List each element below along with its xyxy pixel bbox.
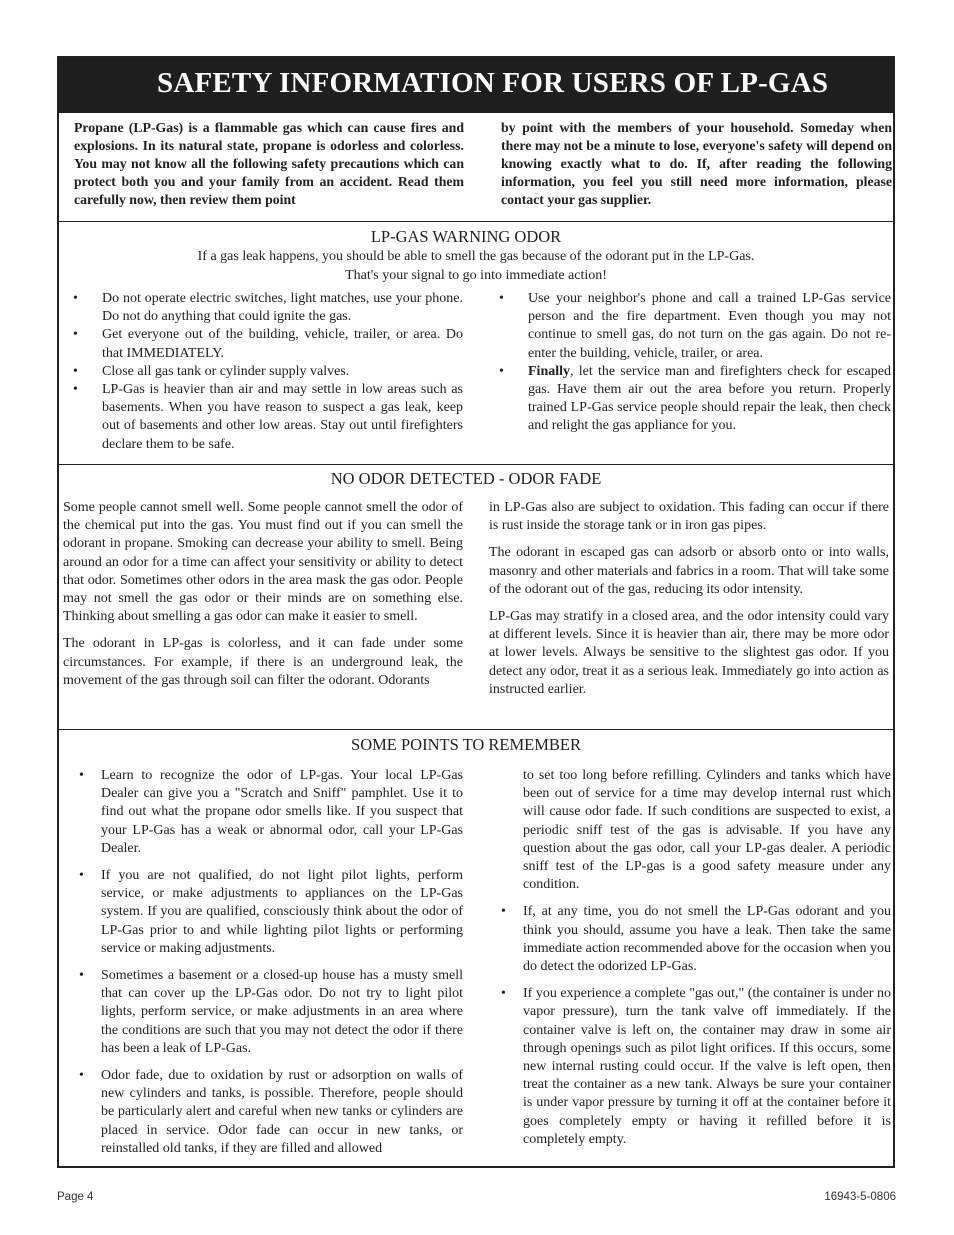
list-item: • LP-Gas is heavier than air and may settle in low areas such as basements. When you have reason to suspect a gas leak, keep out of basements and other low areas. Stay out until firefighters declare them to be safe.: [73, 382, 463, 452]
document-number: 16943-5-0806: [824, 1191, 896, 1203]
list-item: • If you are not qualified, do not light pilot lights, perform service, or make adjustments to appliances on the LP-Gas system. If you are qualified, consciously think about the odor of LP-Gas prior to and while lighting pilot lights or performing service or making adjustments.: [79, 868, 463, 956]
divider: [59, 221, 893, 222]
paragraph: LP-Gas may stratify in a closed area, and the odor intensity could vary at different levels. Since it is heavier than air, there may be more odor at lower levels. Always be sensitive to the slightest gas odor. If you detect any odor, treat it as a serious leak. Immediately go into action as instructed earlier.: [489, 609, 889, 697]
list-item: • Finally, let the service man and firefighters check for escaped gas. Have them air out the area before you return. Properly trained LP-Gas service people should repair the leak, then check and relight the gas appliance for you.: [499, 363, 891, 434]
list-item: • Use your neighbor's phone and call a trained LP-Gas service person and the fire department. Even though you may not continue to smell gas, do not turn on the gas again. Do not re-enter the building, vehicle, trailer, or area.: [499, 291, 891, 361]
remember-right-column: [489, 767, 891, 1158]
warning-right-column: [489, 290, 891, 436]
odor-fade-right-column: [489, 499, 889, 708]
intro-right: by point with the members of your household. Someday when there may not be a minute to lose, everyone's safety will depend on knowing exactly what to do. If, after reading the following information, you feel you still need more information, please contact your gas supplier.: [501, 120, 893, 207]
divider: [59, 464, 893, 465]
list-item: • Odor fade, due to oxidation by rust or adsorption on walls of new cylinders and tanks, is possible. Therefore, people should be particularly alert and careful when new tanks or cylinders are placed in service. Odor fade can occur in new tanks, or reinstalled old tanks, if they are filled and allowed: [79, 1068, 463, 1156]
list-item: • Do not operate electric switches, light matches, use your phone. Do not do anything that could ignite the gas.: [73, 291, 463, 325]
list-item: • If, at any time, you do not smell the LP-Gas odorant and you think you should, assume you have a leak. Then take the same immediate action recommended above for the occasion when you do detect the odorized LP-Gas.: [501, 904, 891, 975]
intro-left: Propane (LP-Gas) is a flammable gas which can cause fires and explosions. In its natural state, propane is odorless and colorless. You may not know all the following safety precautions which can protect both you and your family from an accident. Read them carefully now, then review them point: [74, 120, 464, 207]
warning-left-column: [63, 290, 463, 454]
paragraph: The odorant in LP-gas is colorless, and it can fade under some circumstances. For example, if there is an underground leak, the movement of the gas through soil can filter the odorant. Odorants: [63, 636, 463, 688]
divider: [59, 729, 893, 730]
safety-info-frame: [57, 56, 895, 1168]
title-bar: [59, 58, 893, 113]
paragraph: in LP-Gas also are subject to oxidation. This fading can occur if there is rust inside the storage tank or in iron gas pipes.: [489, 500, 889, 534]
odor-fade-left-column: [63, 499, 463, 699]
paragraph: The odorant in escaped gas can adsorb or absorb onto or into walls, masonry and other materials and fabrics in a room. That will take some of the odorant out of the gas, reducing its odor intensity.: [489, 545, 889, 597]
list-item: • Close all gas tank or cylinder supply valves.: [73, 363, 350, 379]
page-number: Page 4: [57, 1191, 94, 1203]
list-item-continuation: to set too long before refilling. Cylinders and tanks which have been out of service for a time may develop internal rust which will cause odor fade. If such conditions are suspected to exist, a periodic sniff test of the gas is advisable. If you have any question about the gas odor, call your LP-gas dealer. A periodic sniff test of the LP-gas is a good safety measure under any condition.: [523, 768, 891, 893]
paragraph: Some people cannot smell well. Some people cannot smell the odor of the chemical put into the gas. You must find out if you can smell the odorant in propane. Smoking can decrease your ability to smell. Being around an odor for a time can affect your sensitivity or ability to detect that odor. Sometimes other odors in the area mask the gas odor. People may not smell the gas odor or their minds are on something else. Thinking about smelling a gas odor can make it easier to smell.: [63, 500, 463, 625]
list-item: • Get everyone out of the building, vehicle, trailer, or area. Do that IMMEDIATELY.: [73, 327, 463, 361]
section-heading-remember: SOME POINTS TO REMEMBER: [351, 735, 581, 754]
warning-subline: If a gas leak happens, you should be able to smell the gas because of the odorant put in the LP-Gas.: [197, 249, 755, 264]
warning-subline: That's your signal to go into immediate action!: [345, 268, 607, 283]
section-heading-warning: LP-GAS WARNING ODOR: [370, 227, 562, 246]
list-item: • Learn to recognize the odor of LP-gas. Your local LP-Gas Dealer can give you a "Scratch and Sniff" pamphlet. Use it to find out what the propane odor smells like. If you suspect that your LP-Gas has a weak or abnormal odor, call your LP-Gas Dealer.: [79, 768, 463, 856]
page-title: SAFETY INFORMATION FOR USERS OF LP-GAS: [157, 67, 829, 99]
section-heading-odor-fade: NO ODOR DETECTED - ODOR FADE: [330, 469, 602, 488]
list-item: • Sometimes a basement or a closed-up house has a musty smell that can cover up the LP-Gas odor. Do not try to light pilot lights, perform service, or make adjustments in an area where the conditions are such that you may not detect the odor if there has been a leak of LP-Gas.: [79, 968, 463, 1056]
list-item: • If you experience a complete "gas out," (the container is under no vapor pressure), turn the tank valve off immediately. If the container valve is left on, the container may draw in some air through openings such as pilot light orifices. If this occurs, some new internal rusting could occur. If the valve is left open, then treat the container as a new tank. Always be sure your container is under vapor pressure by turning it off at the container before it goes completely empty or having it refilled before it is completely empty.: [501, 986, 891, 1147]
remember-left-column: [63, 767, 463, 1167]
